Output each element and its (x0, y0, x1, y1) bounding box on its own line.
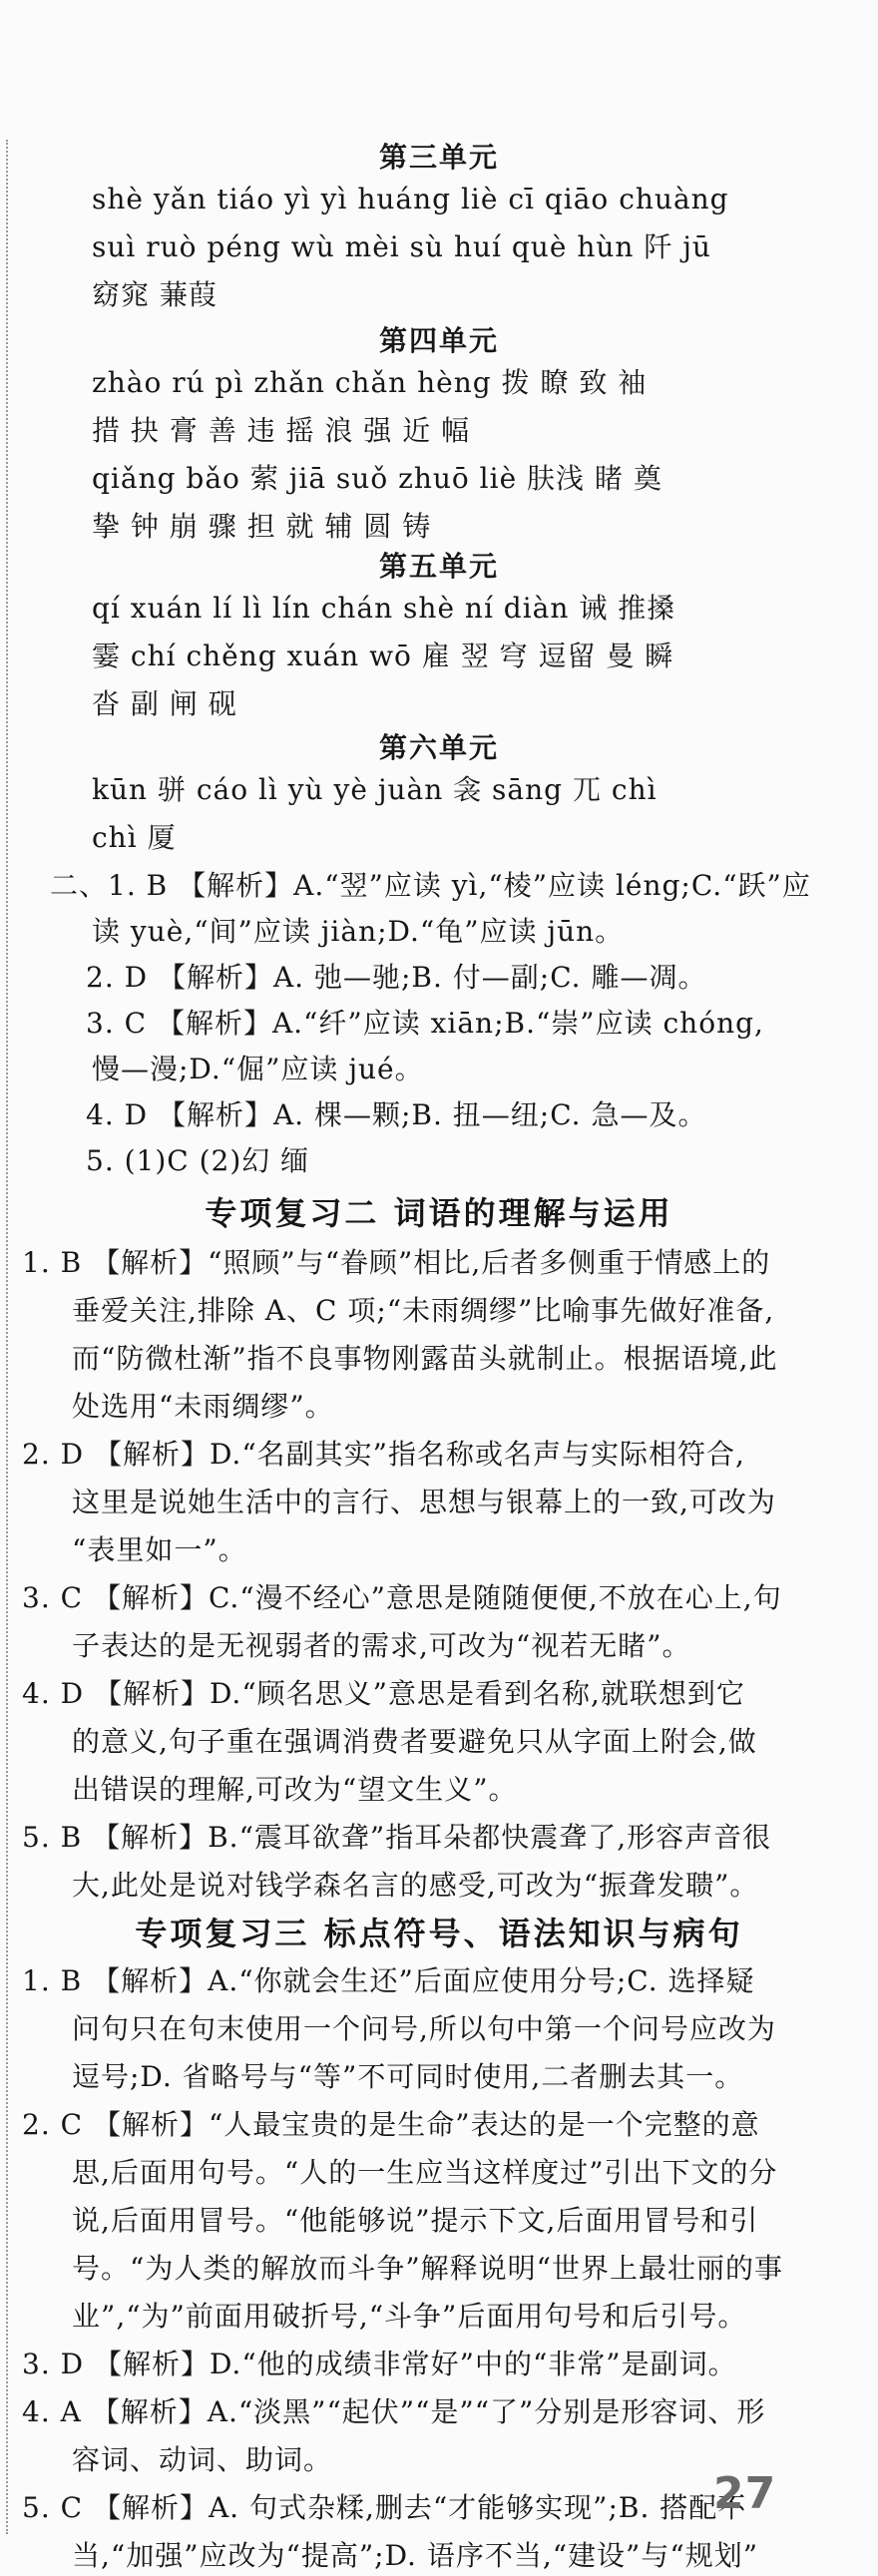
unit-3-line: suì ruò péng wù mèi sù huí què hùn 阡 jū (92, 230, 711, 263)
part-two-line: 2. D 【解析】A. 弛—驰;B. 付—副;C. 雕—凋。 (86, 961, 707, 994)
unit-5-line: qí xuán lí lì lín chán shè ní diàn 诫 推搡 (92, 592, 676, 625)
unit-6-line: kūn 骈 cáo lì yù yè juàn 衾 sāng 兀 chì (92, 773, 658, 806)
section-2-line: 2. D 【解析】D.“名副其实”指名称或名声与实际相符合, (22, 1438, 745, 1471)
section-2-line: 3. C 【解析】C.“漫不经心”意思是随随便便,不放在心上,句 (22, 1581, 782, 1614)
section-3-line: 号。“为人类的解放而斗争”解释说明“世界上最壮丽的事 (72, 2252, 783, 2285)
section-3-line: 容词、动词、助词。 (72, 2443, 333, 2476)
part-two-line: 4. D 【解析】A. 棵—颗;B. 扭—纽;C. 急—及。 (86, 1098, 707, 1131)
section-2-line: 5. B 【解析】B.“震耳欲聋”指耳朵都快震聋了,形容声音很 (22, 1821, 772, 1854)
section-3-line: 1. B 【解析】A.“你就会生还”后面应使用分号;C. 选择疑 (22, 1964, 755, 1997)
section-2-line: “表里如一”。 (72, 1533, 247, 1566)
unit-6-line: chì 厦 (92, 821, 177, 854)
section-2-line: 1. B 【解析】“照顾”与“眷顾”相比,后者多侧重于情感上的 (22, 1246, 771, 1279)
unit-heading-3: 第三单元 (378, 141, 499, 174)
section-3-line: 说,后面用冒号。“他能够说”提示下文,后面用冒号和引 (72, 2204, 759, 2237)
section-3-line: 问句只在句末使用一个问号,所以句中第一个问号应改为 (72, 2012, 776, 2045)
part-two-line: 5. (1)C (2)幻 缅 (86, 1144, 310, 1177)
unit-5-line: 沓 副 闸 砚 (92, 687, 237, 720)
unit-4-line: qiǎng bǎo 萦 jiā suǒ zhuō liè 肤浅 睹 奠 (92, 462, 662, 495)
section-title-review-2: 专项复习二 词语的理解与运用 (205, 1194, 673, 1232)
section-2-line: 而“防微杜渐”指不良事物刚露苗头就制止。根据语境,此 (72, 1342, 778, 1375)
unit-4-line: 挚 钟 崩 骤 担 就 辅 圆 铸 (92, 510, 432, 543)
section-2-line: 出错误的理解,可改为“望文生义”。 (72, 1773, 518, 1806)
section-3-line: 逗号;D. 省略号与“等”不可同时使用,二者删去其一。 (72, 2060, 744, 2093)
section-3-line: 业”,“为”前面用破折号,“斗争”后面用句号和后引号。 (72, 2300, 747, 2333)
section-2-line: 4. D 【解析】D.“顾名思义”意思是看到名称,就联想到它 (22, 1677, 745, 1710)
section-3-line: 思,后面用句号。“人的一生应当这样度过”引出下文的分 (72, 2156, 778, 2189)
page-number: 27 (713, 2468, 777, 2519)
unit-3-line: 窈窕 蒹葭 (92, 278, 218, 311)
unit-5-line: 霎 chí chěng xuán wō 雇 翌 穹 逗留 曼 瞬 (92, 640, 674, 672)
unit-heading-5: 第五单元 (378, 550, 499, 583)
section-2-line: 的意义,句子重在强调消费者要避免只从字面上附会,做 (72, 1725, 757, 1758)
section-2-line: 垂爱关注,排除 A、C 项;“未雨绸缪”比喻事先做好准备, (72, 1294, 775, 1327)
section-2-line: 处选用“未雨绸缪”。 (72, 1390, 334, 1423)
section-3-line: 4. A 【解析】A.“淡黑”“起伏”“是”“了”分别是形容词、形 (22, 2395, 766, 2428)
unit-heading-4: 第四单元 (378, 324, 499, 357)
section-3-line: 5. C 【解析】A. 句式杂糅,删去“才能够实现”;B. 搭配不 (22, 2491, 747, 2524)
unit-heading-6: 第六单元 (378, 731, 499, 764)
part-two-line: 二、1. B 【解析】A.“翌”应读 yì,“棱”应读 léng;C.“跃”应 (50, 869, 811, 902)
unit-3-line: shè yǎn tiáo yì yì huáng liè cī qiāo chuàng (92, 183, 729, 215)
part-two-line: 读 yuè,“间”应读 jiàn;D.“龟”应读 jūn。 (92, 915, 625, 948)
section-title-review-3: 专项复习三 标点符号、语法知识与病句 (135, 1915, 743, 1952)
section-2-line: 子表达的是无视弱者的需求,可改为“视若无睹”。 (72, 1629, 691, 1662)
section-2-line: 大,此处是说对钱学森名言的感受,可改为“振聋发聩”。 (72, 1869, 759, 1902)
section-3-line: 3. D 【解析】D.“他的成绩非常好”中的“非常”是副词。 (22, 2348, 737, 2380)
section-3-line: 当,“加强”应改为“提高”;D. 语序不当,“建设”与“规划” (72, 2539, 759, 2572)
section-2-line: 这里是说她生活中的言行、思想与银幕上的一致,可改为 (72, 1486, 776, 1518)
section-3-line: 2. C 【解析】“人最宝贵的是生命”表达的是一个完整的意 (22, 2108, 760, 2141)
part-two-line: 3. C 【解析】A.“纤”应读 xiān;B.“崇”应读 chóng, (86, 1007, 764, 1040)
unit-4-line: zhào rú pì zhǎn chǎn hèng 拨 瞭 致 袖 (92, 366, 648, 399)
unit-4-line: 措 抉 膏 善 违 摇 浪 强 近 幅 (92, 414, 471, 447)
binding-fold-line (6, 140, 8, 2534)
part-two-line: 慢—漫;D.“倔”应读 jué。 (92, 1053, 424, 1085)
